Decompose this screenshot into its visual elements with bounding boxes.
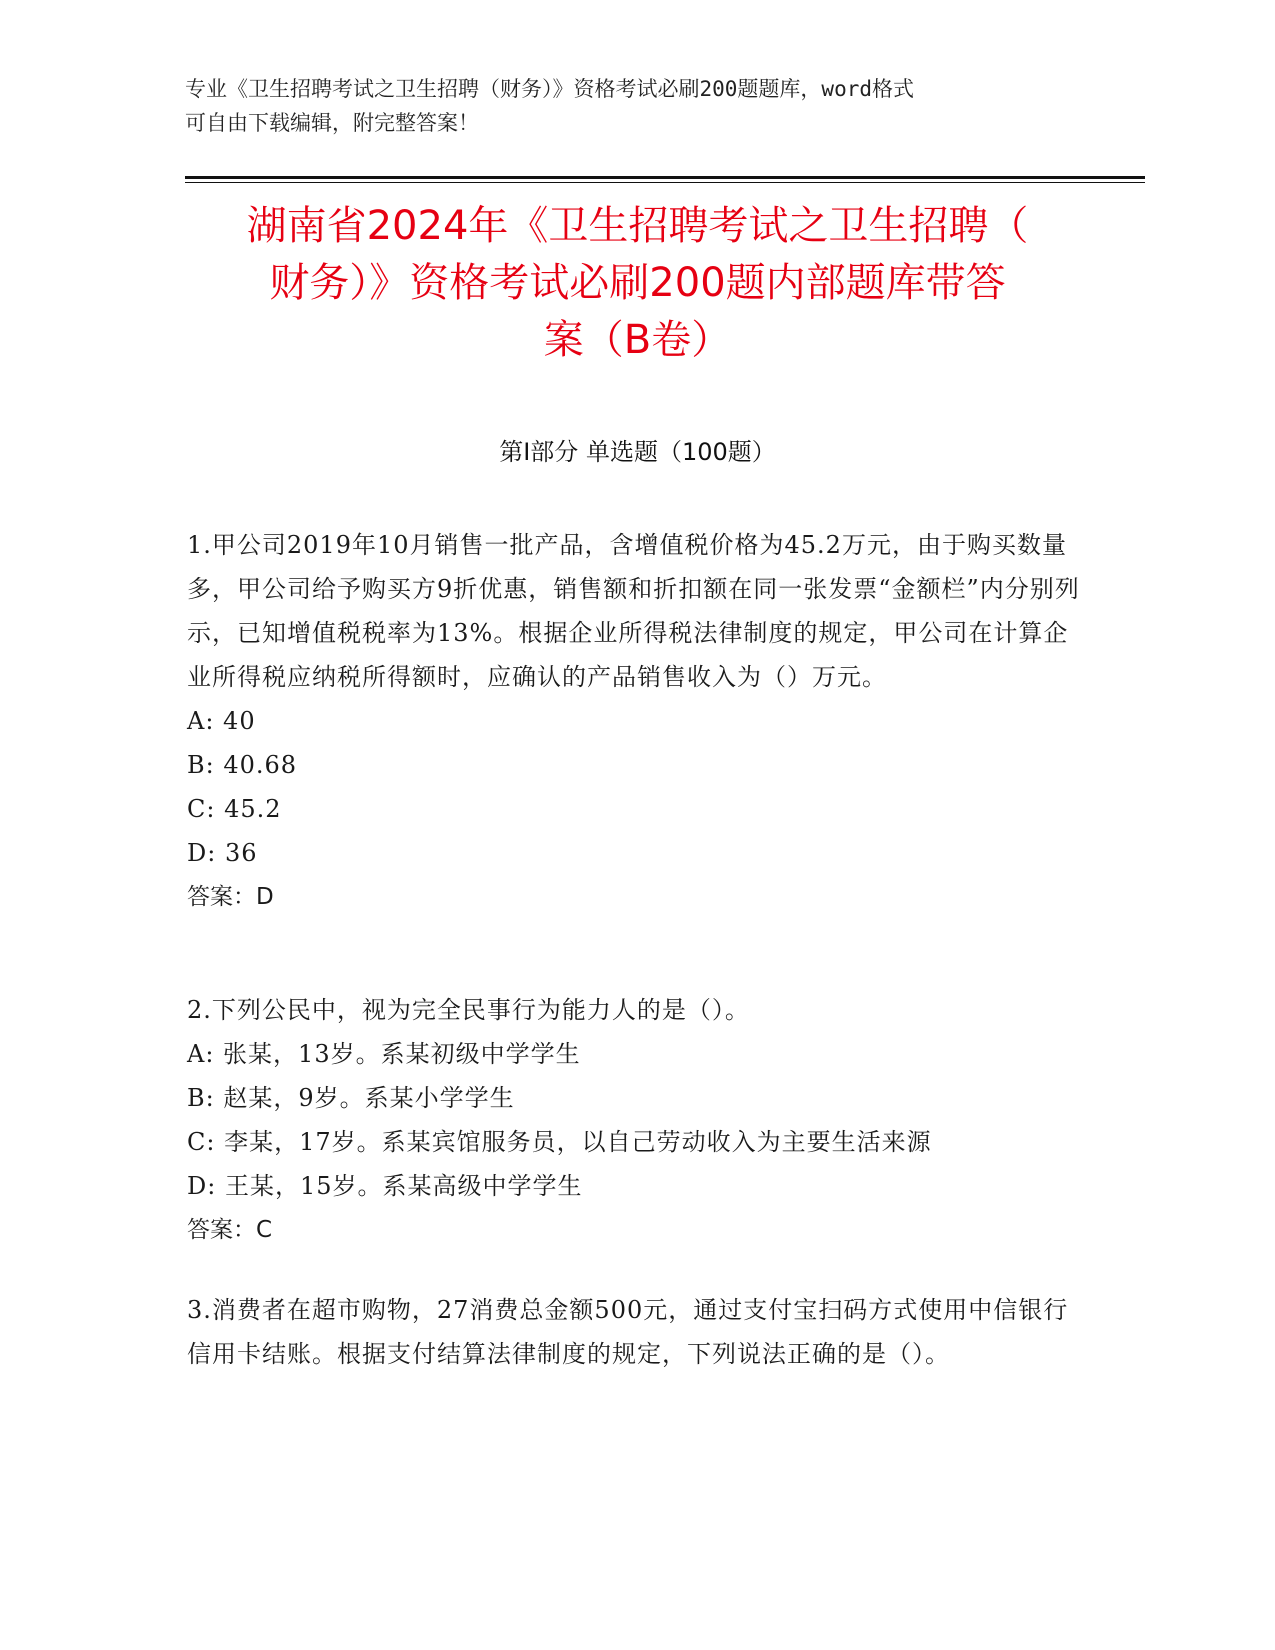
option-c: C: 45.2: [187, 795, 282, 823]
header-note: [185, 72, 1065, 140]
header-divider-thick: [185, 176, 1145, 179]
option-b: B: 赵某，9岁。系某小学学生: [187, 1084, 515, 1112]
option-d: D: 王某，15岁。系某高级中学学生: [187, 1172, 583, 1200]
section-title: 第Ⅰ部分 单选题（100题）: [499, 438, 776, 466]
option-a: A: 张某，13岁。系某初级中学学生: [187, 1040, 581, 1068]
header-note-line1: 专业《卫生招聘考试之卫生招聘（财务）》资格考试必刷200题题库，word格式: [185, 77, 914, 101]
question-stem: 1.甲公司2019年10月销售一批产品，含增值税价格为45.2万元，由于购买数量多，甲公司给予购买方9折优惠，销售额和折扣额在同一张发票“金额栏”内分别列示，已知增值税税率为13%。根据企业所得税法律制度的规定，甲公司在计算企业所得税应纳税所得额时，应确认的产品销售收入为（）万元。: [187, 531, 1080, 691]
question-stem: 3.消费者在超市购物，27消费总金额500元，通过支付宝扫码方式使用中信银行信用卡结账。根据支付结算法律制度的规定，下列说法正确的是（）。: [187, 1296, 1069, 1368]
option-d: D: 36: [187, 839, 258, 867]
document-title-line2: 财务）》资格考试必刷200题内部题库带答: [269, 260, 1006, 306]
document-title-line3: 案（B卷）: [543, 317, 732, 363]
header-note-line2: 可自由下载编辑，附完整答案！: [185, 111, 479, 135]
document-title: [185, 198, 1090, 369]
option-b: B: 40.68: [187, 751, 298, 779]
document-title-line1: 湖南省2024年《卫生招聘考试之卫生招聘（: [246, 203, 1029, 249]
header-divider-thin: [185, 182, 1145, 183]
question-stem: 2.下列公民中，视为完全民事行为能力人的是（）。: [187, 996, 750, 1024]
question-2: [187, 988, 1082, 1252]
question-3: [187, 1288, 1082, 1376]
answer: 答案：C: [187, 1217, 273, 1243]
option-c: C: 李某，17岁。系某宾馆服务员，以自己劳动收入为主要生活来源: [187, 1128, 932, 1156]
answer: 答案：D: [187, 884, 274, 910]
question-1: [187, 523, 1082, 919]
option-a: A: 40: [187, 707, 256, 735]
